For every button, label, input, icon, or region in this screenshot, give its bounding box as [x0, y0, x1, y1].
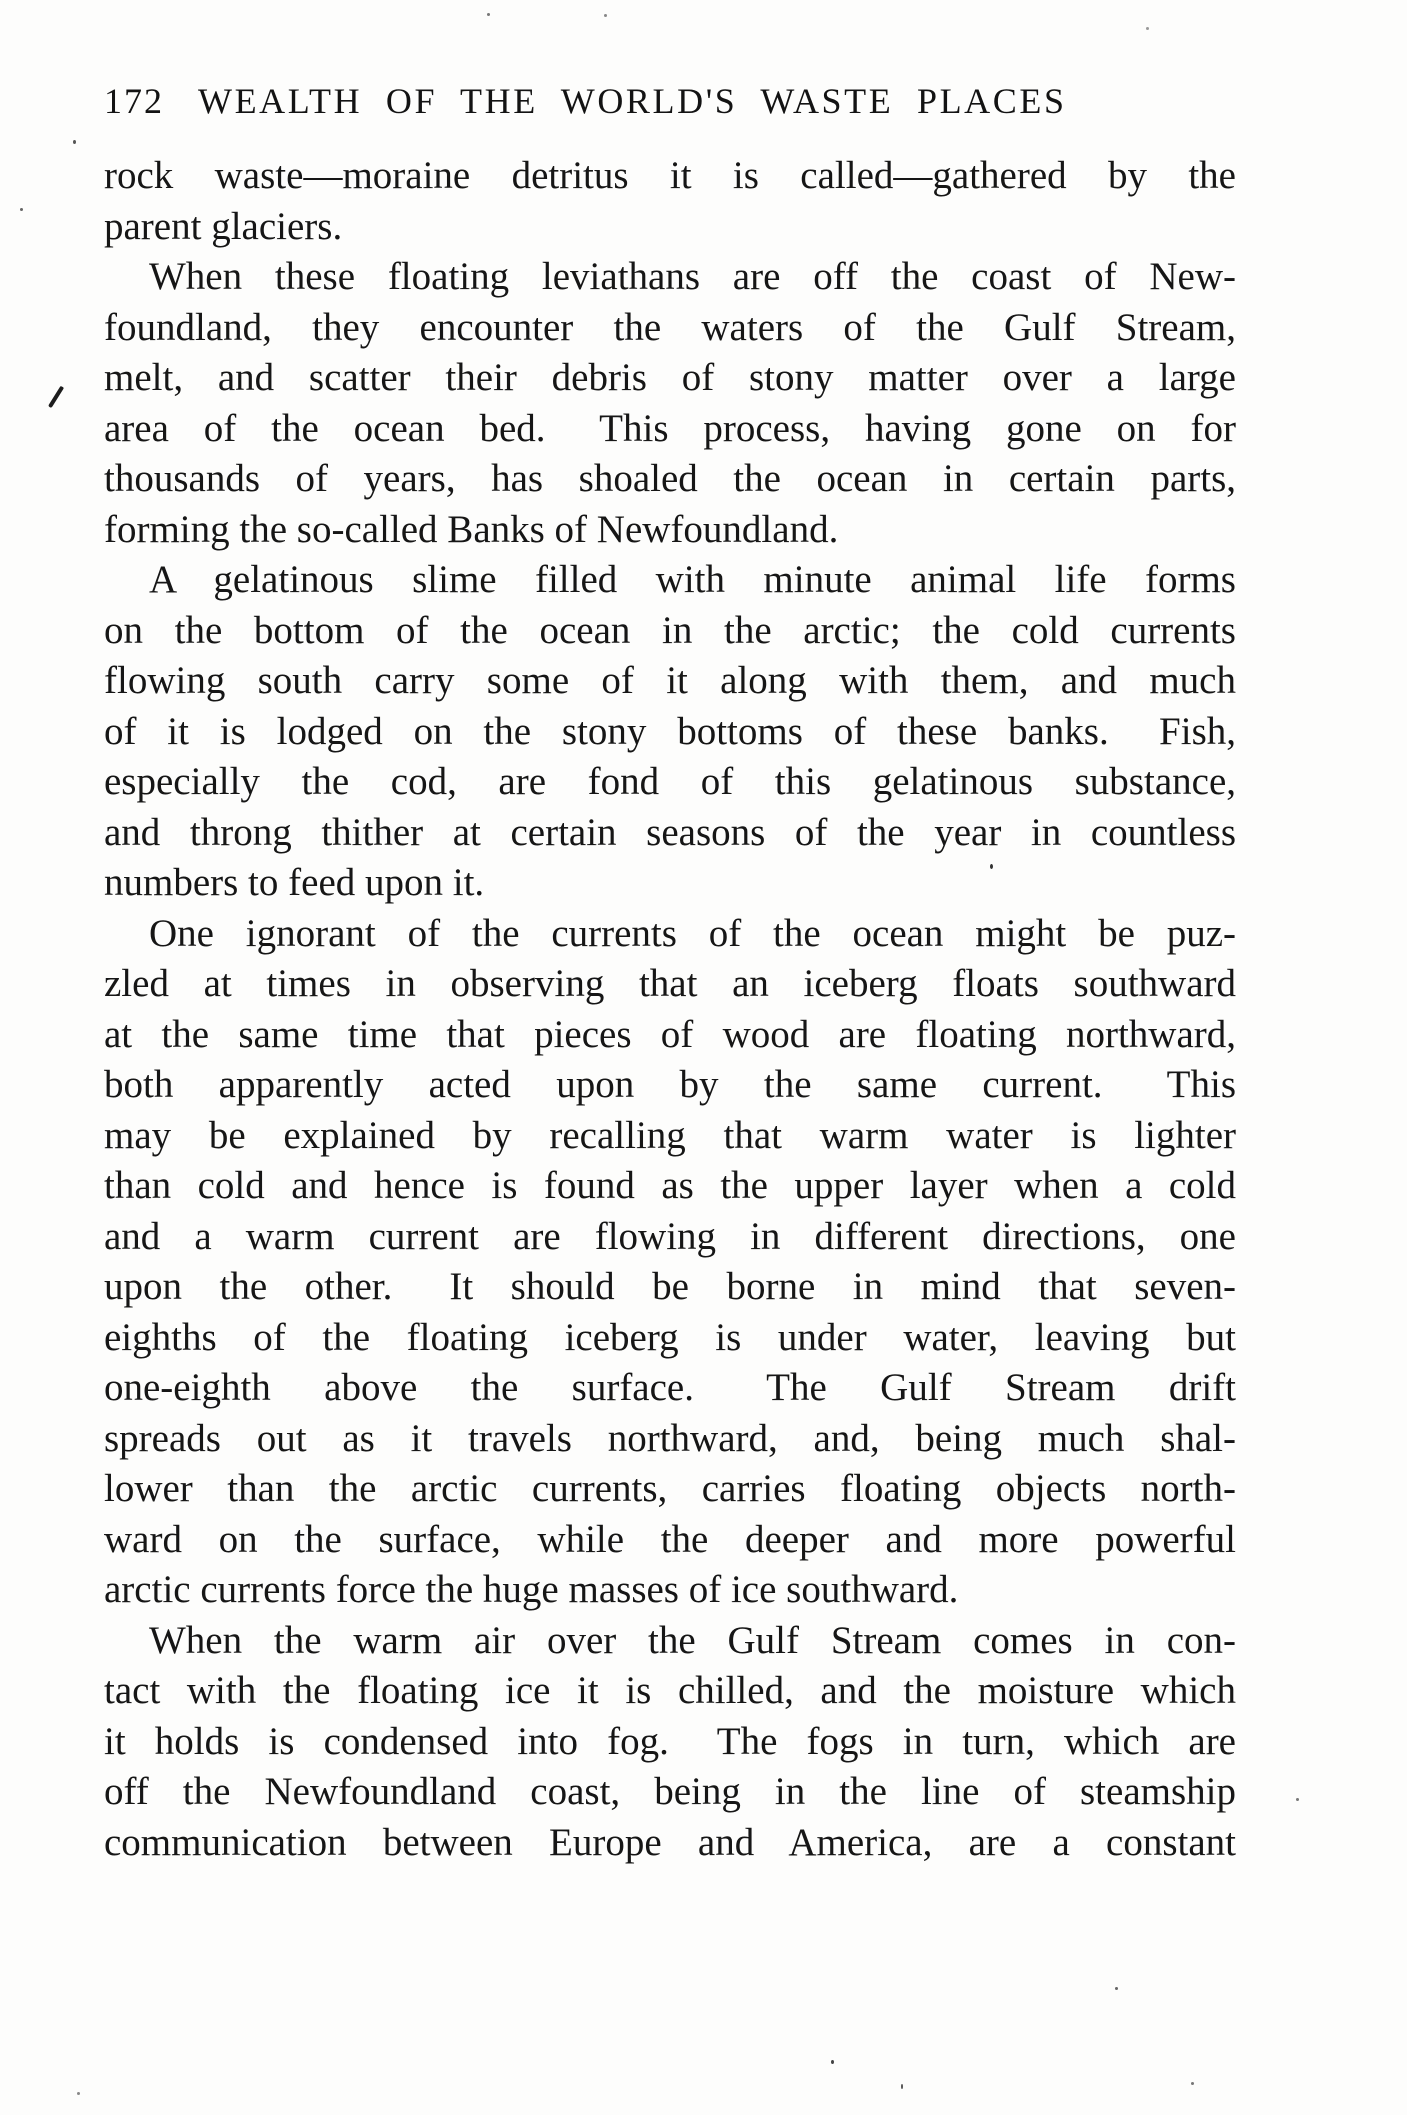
text-line: one-eighth above the surface. The Gulf Stream drift — [104, 1366, 1236, 1409]
scan-speck — [1191, 2082, 1194, 2085]
text-line: upon the other. It should be borne in mind that seven- — [104, 1265, 1236, 1308]
scan-speck — [1296, 1798, 1299, 1801]
scan-speck — [604, 14, 607, 17]
text-line: on the bottom of the ocean in the arctic; the cold currents — [104, 608, 1236, 652]
text-line: of it is lodged on the stony bottoms of these banks. Fish, — [104, 709, 1236, 753]
text-line: ward on the surface, while the deeper and more powerful — [104, 1517, 1236, 1561]
text-line: both apparently acted upon by the same current. This — [104, 1063, 1236, 1106]
margin-pencil-tick — [48, 386, 64, 408]
scan-speck — [1115, 1987, 1118, 1990]
text-line: especially the cod, are fond of this gelatinous substance, — [104, 760, 1236, 803]
paragraph — [104, 555, 1236, 909]
scan-speck — [1146, 27, 1149, 30]
text-line: lower than the arctic currents, carries floating objects north- — [104, 1467, 1236, 1510]
text-line: One ignorant of the currents of the ocean might be puz- — [149, 911, 1236, 955]
running-header — [104, 80, 1067, 122]
scan-speck — [77, 2092, 80, 2095]
text-line: melt, and scatter their debris of stony matter over a large — [104, 356, 1236, 399]
text-line: at the same time that pieces of wood are floating northward, — [104, 1012, 1236, 1056]
scan-speck — [487, 13, 490, 16]
page-title: WEALTH OF THE WORLD'S WASTE PLACES — [198, 81, 1067, 121]
page-number: 172 — [104, 81, 164, 121]
text-line: eighths of the floating iceberg is under water, leaving but — [104, 1315, 1236, 1359]
scan-speck — [20, 208, 23, 211]
text-line: area of the ocean bed. This process, having gone on for — [104, 406, 1236, 450]
text-line: When these floating leviathans are off the coast of New- — [149, 255, 1236, 298]
text-line: When the warm air over the Gulf Stream comes in con- — [149, 1618, 1236, 1662]
text-line: off the Newfoundland coast, being in the line of steamship — [104, 1770, 1236, 1813]
text-line: may be explained by recalling that warm water is lighter — [104, 1113, 1236, 1157]
paragraph — [104, 909, 1236, 1616]
scan-speck — [831, 2060, 834, 2064]
paragraph — [104, 1616, 1236, 1869]
scan-speck — [990, 864, 993, 869]
text-line: than cold and hence is found as the upper layer when a cold — [104, 1164, 1236, 1207]
paragraph — [104, 252, 1236, 555]
text-line: spreads out as it travels northward, and, being much shal- — [104, 1416, 1236, 1460]
text-line: arctic currents force the huge masses of ice southward. — [104, 1568, 959, 1611]
text-line: foundland, they encounter the waters of the Gulf Stream, — [104, 305, 1236, 349]
text-line: communication between Europe and America, are a constant — [104, 1820, 1236, 1864]
text-line: tact with the floating ice it is chilled, and the moisture which — [104, 1669, 1236, 1712]
text-line: thousands of years, has shoaled the ocean in certain parts, — [104, 457, 1236, 500]
text-line: flowing south carry some of it along with them, and much — [104, 659, 1236, 702]
paragraph — [104, 151, 1236, 252]
text-line: numbers to feed upon it. — [104, 861, 485, 904]
scan-speck — [73, 140, 76, 144]
text-line: and a warm current are flowing in different directions, one — [104, 1214, 1236, 1258]
scan-speck — [901, 2084, 903, 2089]
text-line: and throng thither at certain seasons of the year in countless — [104, 810, 1236, 854]
text-line: it holds is condensed into fog. The fogs in turn, which are — [104, 1719, 1236, 1763]
text-line: A gelatinous slime filled with minute animal life forms — [149, 558, 1236, 601]
text-line: parent glaciers. — [104, 204, 343, 248]
text-line: forming the so-called Banks of Newfoundland. — [104, 507, 839, 551]
text-line: rock waste—moraine detritus it is called—gathered by the — [104, 154, 1236, 197]
text-line: zled at times in observing that an iceberg floats southward — [104, 962, 1236, 1005]
text-block — [104, 151, 1236, 1868]
